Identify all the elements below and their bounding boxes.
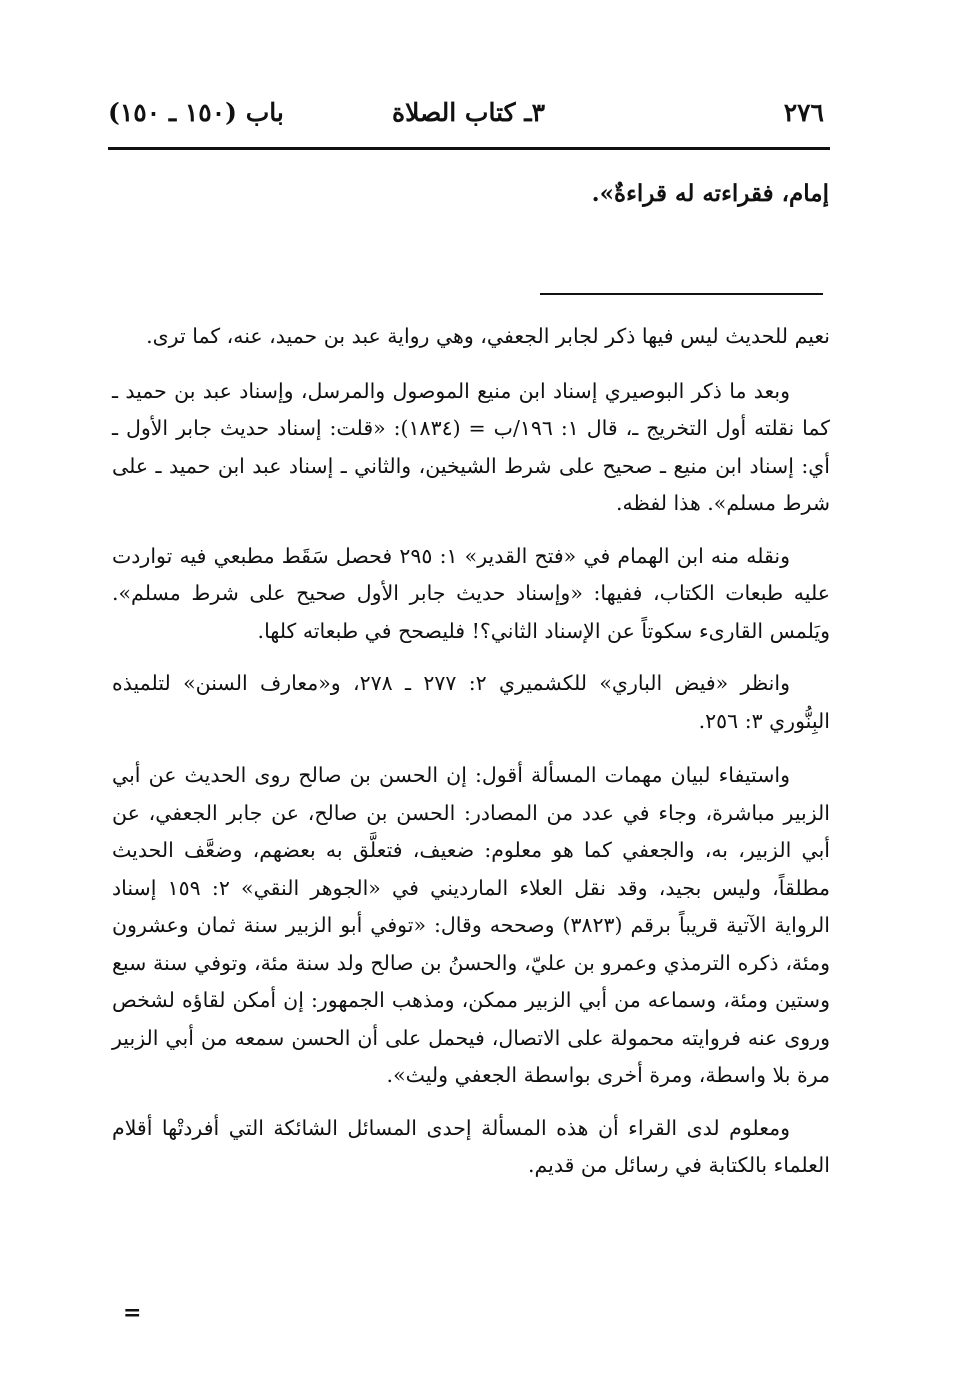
chapter-label: باب (١٥٠ ـ ١٥٠) (108, 98, 284, 127)
footnote-paragraph: وانظر «فيض الباري» للكشميري ٢: ٢٧٧ ـ ٢٧٨، و«معارف السنن» لتلميذه البِنُّوري ٣: ٢٥٦. (112, 671, 830, 733)
book-title: ٣ـ كتاب الصلاة (391, 98, 545, 127)
footnote-paragraph: واستيفاء لبيان مهمات المسألة أقول: إن الحسن بن صالح روى الحديث عن أبي الزبير مباشرة، وجاء في عدد من المصادر: الحسن بن صالح، عن جابر الجعفي، عن أبي الزبير، به، والجعفي كما هو معلوم: ضعيف، فتعلَّق به بعضهم، وضعَّف الحديث مطلقاً، وليس بجيد، وقد نقل العلاء المارديني في «الجوهر النقي» ٢: ١٥٩ إسناد الرواية الآتية قريباً برقم (٣٨٢٣) وصححه وقال: «توفي أبو الزبير سنة ثمان وعشرون ومئة، ذكره الترمذي وعمرو بن عليّ، والحسنُ بن صالح ولد سنة مئة، وتوفي سنة سبع وستين ومئة، وسماعه من أبي الزبير ممكن، ومذهب الجمهور: إن أمكن لقاؤه لشخص وروى عنه فروايته محمولة على الاتصال، فيحمل على أن الحسن سمعه من أبي الزبير مرة بلا واسطة، ومرة أخرى بواسطة الجعفي وليث». (112, 763, 830, 1087)
footnote-paragraph: وبعد ما ذكر البوصيري إسناد ابن منيع الموصول والمرسل، وإسناد عبد بن حميد ـ كما نقلته أول التخريج ـ، قال ١: ١٩٦/ب = (١٨٣٤): «قلت: إسناد حديث جابر الأول ـ أي: إسناد ابن منيع ـ صحيح على شرط الشيخين، والثاني ـ إسناد عبد ابن حميد ـ على شرط مسلم». هذا لفظه. (112, 378, 830, 515)
footnote-separator (540, 293, 823, 295)
running-header (108, 98, 830, 138)
main-text: إمام، فقراءته له قراءةٌ». (591, 180, 829, 207)
page-number: ٢٧٦ (783, 98, 824, 127)
header-rule (108, 147, 830, 150)
footnotes (112, 318, 830, 1185)
footnote-paragraph: نعيم للحديث ليس فيها ذكر لجابر الجعفي، وهي رواية عبد بن حميد، عنه، كما ترى. (146, 324, 830, 348)
continuation-mark: = (123, 1300, 142, 1326)
footnote-paragraph: ونقله منه ابن الهمام في «فتح القدير» ١: ٢٩٥ فحصل سَقَط مطبعي فيه تواردت عليه طبعات الكتاب، ففيها: «وإسناد حديث جابر الأول صحيح على شرط مسلم». ويَلمس القارىء سكوتاً عن الإسناد الثاني؟! فليصحح في طبعاته كلها. (112, 543, 830, 643)
footnote-paragraph: ومعلوم لدى القراء أن هذه المسألة إحدى المسائل الشائكة التي أفردتْها أقلام العلماء بالكتابة في رسائل من قديم. (112, 1115, 830, 1177)
